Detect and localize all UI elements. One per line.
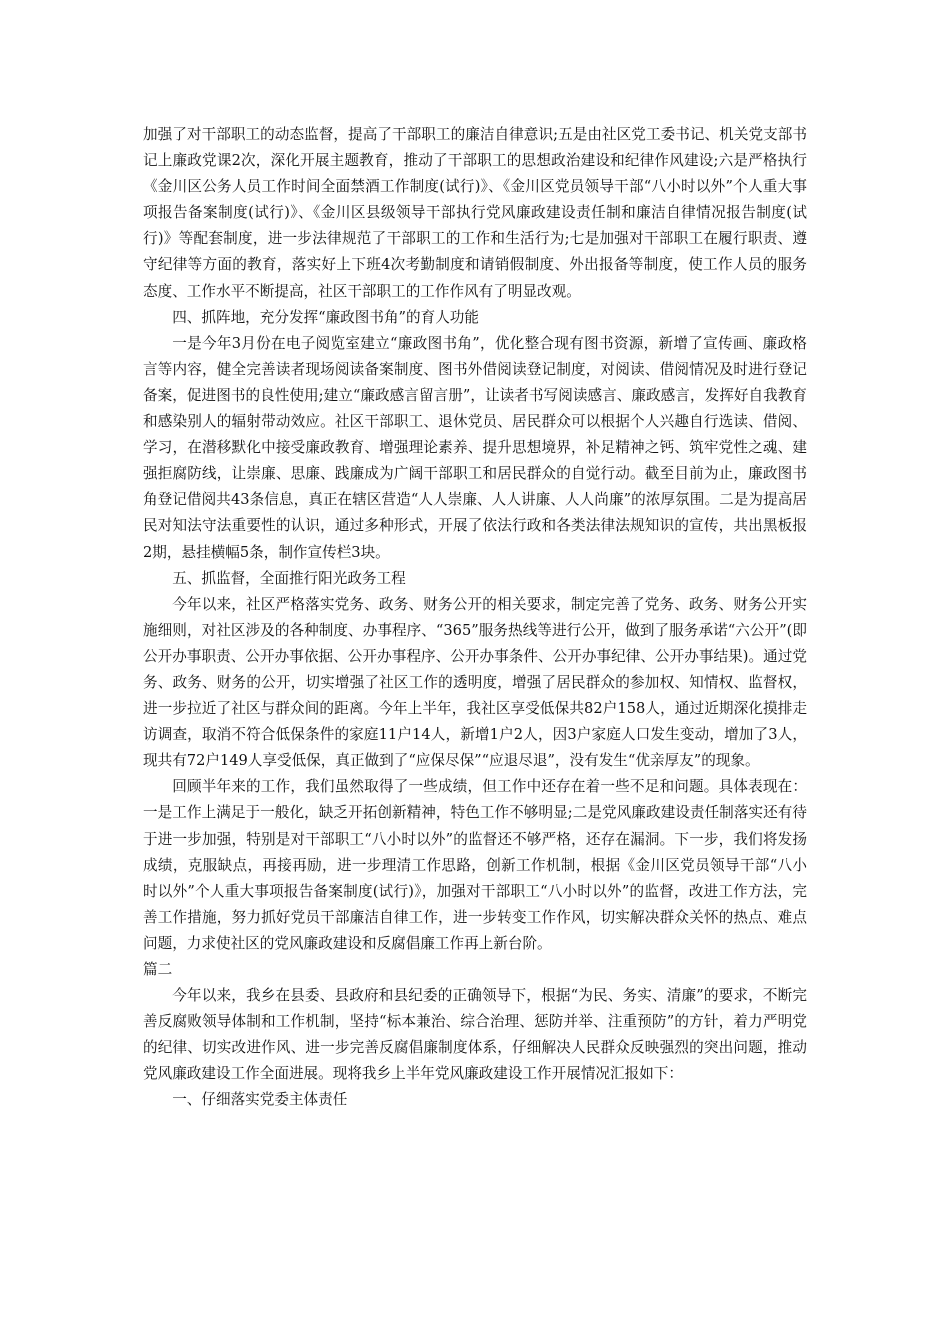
part-two-label: 篇二 (143, 961, 173, 978)
paragraph-3: 今年以来，社区严格落实党务、政务、财务公开的相关要求，制定完善了党务、政务、财务公开实施细则，对社区涉及的各种制度、办事程序、“365”服务热线等进行公开，做到了服务承诺“六公开”(即公开办事职责、公开办事依据、公开办事程序、公开办事条件、公开办事纪律、公开办事结果)。通过党务、政务、财务的公开，切实增强了社区工作的透明度，增强了居民群众的参加权、知情权、监督权，进一步拉近了社区与群众间的距离。今年上半年，我社区享受低保共82户158人，通过近期深化摸排走访调查，取消不符合低保条件的家庭11户14人，新增1户2人，因3户家庭人口发生变动，增加了3人，现共有72户149人享受低保，真正做到了“应保尽保”“应退尽退”，没有发生“优亲厚友”的现象。 (143, 595, 807, 770)
paragraph-1: 加强了对干部职工的动态监督，提高了干部职工的廉洁自律意识;五是由社区党工委书记、机关党支部书记上廉政党课2次，深化开展主题教育，推动了干部职工的思想政治建设和纪律作风建设;六是严格执行《金川区公务人员工作时间全面禁酒工作制度(试行)》、《金川区党员领导干部“八小时以外”个人重大事项报告备案制度(试行)》、《金川区县级领导干部执行党风廉政建设责任制和廉洁自律情况报告制度(试行)》等配套制度，进一步法律规范了干部职工的工作和生活行为;七是加强对干部职工在履行职责、遵守纪律等方面的教育，落实好上下班4次考勤制度和请销假制度、外出报备等制度，使工作人员的服务态度、工作水平不断提高，社区干部职工的工作作风有了明显改观。 (143, 126, 807, 300)
paragraph-2: 一是今年3月份在电子阅览室建立“廉政图书角”，优化整合现有图书资源，新增了宣传画、廉政格言等内容，健全完善读者现场阅读备案制度、图书外借阅读登记制度，对阅读、借阅情况及时进行登记备案，促进图书的良性使用;建立“廉政感言留言册”，让读者书写阅读感言、廉政感言，发挥好自我教育和感染别人的辐射带动效应。社区干部职工、退休党员、居民群众可以根据个人兴趣自行选读、借阅、学习，在潜移默化中接受廉政教育、增强理论素养、提升思想境界，补足精神之钙、筑牢党性之魂、建强拒腐防线，让崇廉、思廉、践廉成为广阔干部职工和居民群众的自觉行动。截至目前为止，廉政图书角登记借阅共43条信息，真正在辖区营造“人人崇廉、人人讲廉、人人尚廉”的浓厚氛围。二是为提高居民对知法守法重要性的认识，通过多种形式，开展了依法行政和各类法律法规知识的宣传，共出黑板报2期，悬挂横幅5条，制作宣传栏3块。 (143, 334, 807, 561)
paragraph-5: 今年以来，我乡在县委、县政府和县纪委的正确领导下，根据“为民、务实、清廉”的要求，不断完善反腐败领导体制和工作机制，坚持“标本兼治、综合治理、惩防并举、注重预防”的方针，着力严明党的纪律、切实改进作风、进一步完善反腐倡廉制度体系，仔细解决人民群众反映强烈的突出问题，推动党风廉政建设工作全面进展。现将我乡上半年党风廉政建设工作开展情况汇报如下： (143, 987, 807, 1083)
section-heading-5: 五、抓监督，全面推行阳光政务工程 (172, 569, 406, 587)
paragraph-4: 回顾半年来的工作，我们虽然取得了一些成绩，但工作中还存在着一些不足和问题。具体表现在：一是工作上满足于一般化，缺乏开拓创新精神，特色工作不够明显;二是党风廉政建设责任制落实还有待于进一步加强，特别是对干部职工“八小时以外”的监督还不够严格，还存在漏洞。下一步，我们将发扬成绩，克服缺点，再接再励，进一步理清工作思路，创新工作机制，根据《金川区党员领导干部“八小时以外”个人重大事项报告备案制度(试行)》，加强对干部职工“八小时以外”的监督，改进工作方法，完善工作措施，努力抓好党员干部廉洁自律工作，进一步转变工作作风，切实解决群众关怀的热点、难点问题，力求使社区的党风廉政建设和反腐倡廉工作再上新台阶。 (143, 778, 807, 952)
section-heading-1: 一、仔细落实党委主体责任 (172, 1091, 348, 1109)
document-body (143, 122, 807, 1114)
section-heading-4: 四、抓阵地，充分发挥“廉政图书角”的育人功能 (172, 308, 479, 326)
